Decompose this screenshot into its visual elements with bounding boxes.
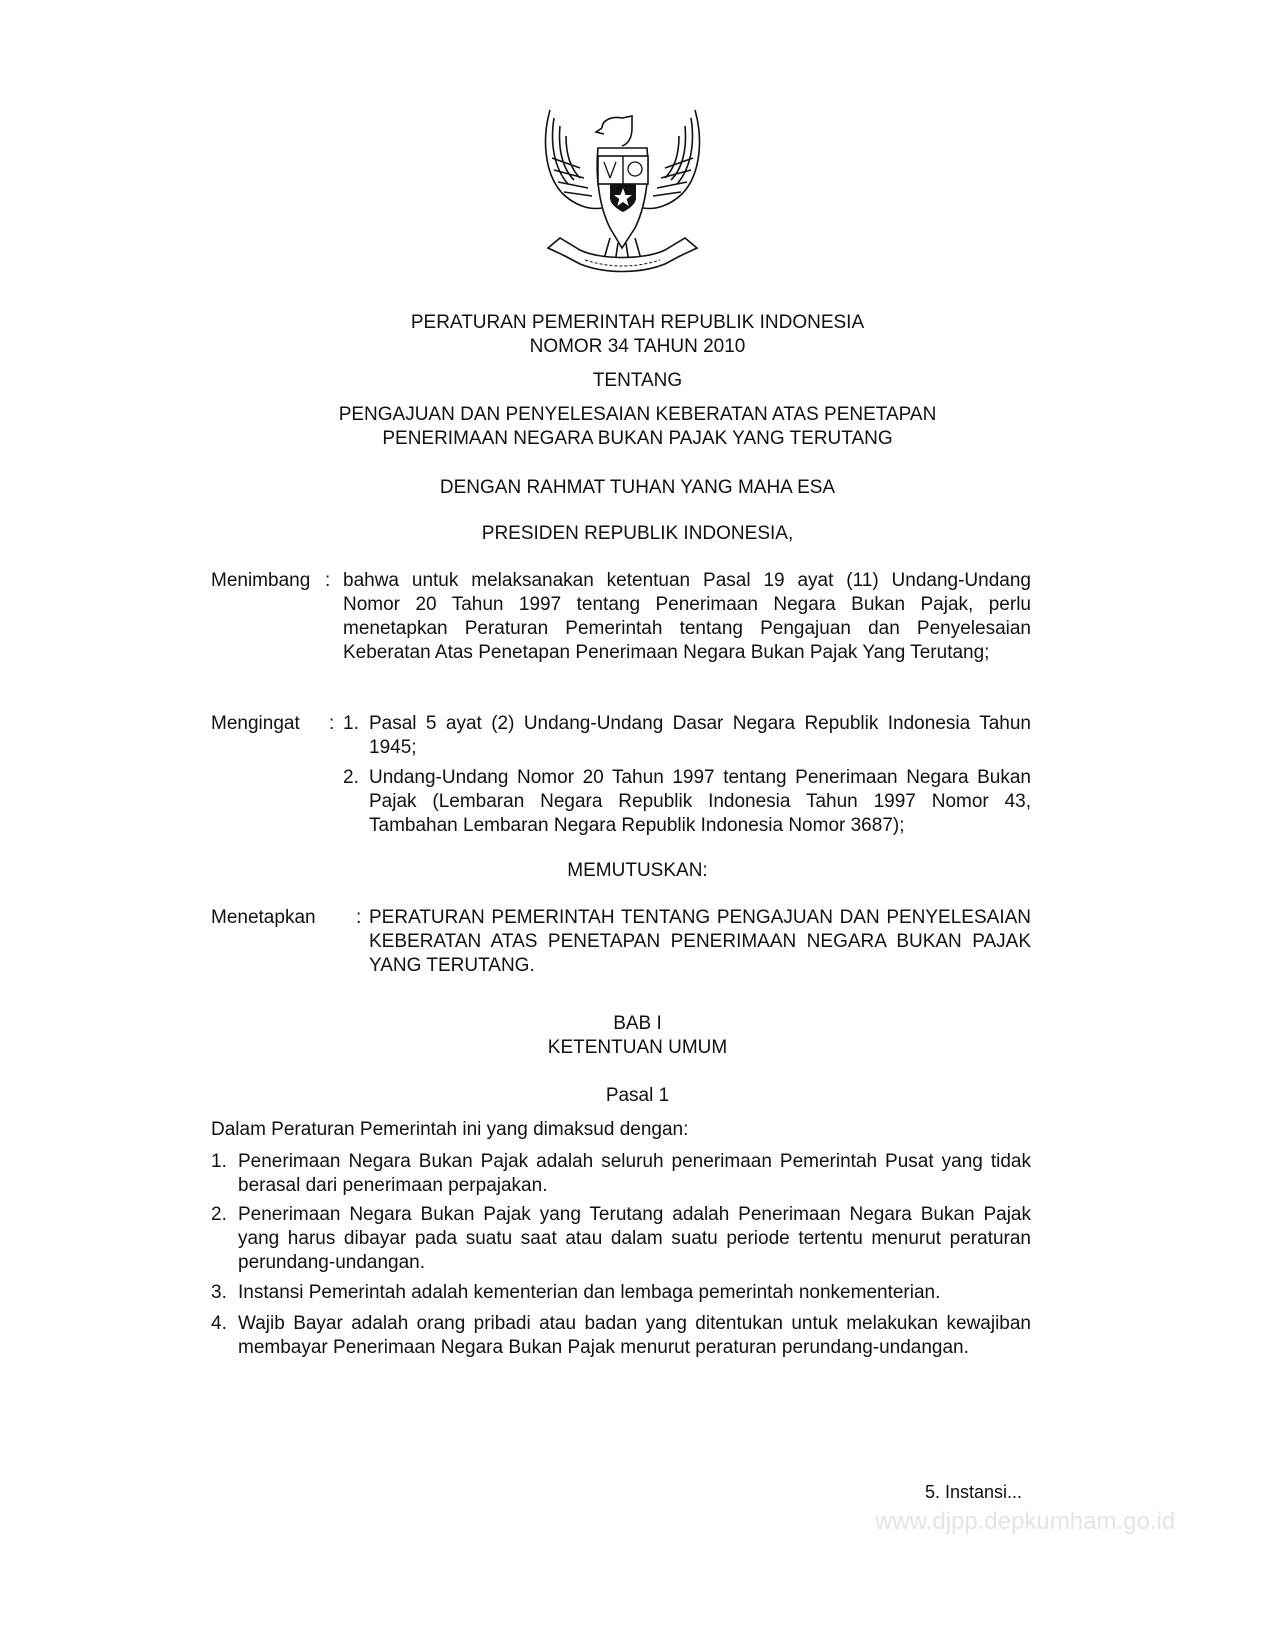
mengingat-section bbox=[211, 712, 1031, 857]
garuda-emblem-icon bbox=[540, 98, 705, 288]
definition-item bbox=[211, 1203, 1031, 1278]
subject-line-2: PENERIMAAN NEGARA BUKAN PAJAK YANG TERUTANG bbox=[382, 428, 893, 449]
rahmat-line: DENGAN RAHMAT TUHAN YANG MAHA ESA bbox=[439, 477, 836, 498]
subject-line-1: PENGAJUAN DAN PENYELESAIAN KEBERATAN ATAS PENETAPAN bbox=[338, 404, 937, 425]
menetapkan-text: PERATURAN PEMERINTAH TENTANG PENGAJUAN DAN PENYELESAIAN KEBERATAN ATAS PENETAPAN PENERIMAAN NEGARA BUKAN PAJAK YANG TERUTANG. bbox=[369, 907, 1031, 976]
pasal-intro: Dalam Peraturan Pemerintah ini yang dimaksud dengan: bbox=[211, 1119, 689, 1140]
mengingat-item-text: Undang-Undang Nomor 20 Tahun 1997 tentang Penerimaan Negara Bukan Pajak (Lembaran Negara Republik Indonesia Tahun 1997 Nomor 43, Tambahan Lembaran Negara Republik Indonesia Nomor 3687); bbox=[369, 767, 1031, 836]
menimbang-label: Menimbang bbox=[211, 570, 311, 591]
menimbang-text: bahwa untuk melaksanakan ketentuan Pasal 19 ayat (11) Undang-Undang Nomor 20 Tahun 1997 tentang Penerimaan Negara Bukan Pajak, perlu menetapkan Peraturan Pemerintah tentang Pengajuan dan Penyelesaian Keberatan Atas Penetapan Penerimaan Negara Bukan Pajak Yang Terutang; bbox=[343, 570, 1031, 663]
pasal-title: Pasal 1 bbox=[605, 1085, 670, 1106]
memutuskan-heading: MEMUTUSKAN: bbox=[567, 860, 708, 881]
menimbang-section bbox=[211, 569, 1031, 689]
bab-title: BAB I bbox=[613, 1013, 662, 1034]
definition-item bbox=[211, 1150, 1031, 1200]
mengingat-item-number: 1. bbox=[343, 713, 359, 734]
bab-subtitle: KETENTUAN UMUM bbox=[547, 1037, 728, 1058]
definition-text: Instansi Pemerintah adalah kementerian dan lembaga pemerintah nonkementerian. bbox=[238, 1282, 941, 1303]
next-page-catchword: 5. Instansi... bbox=[925, 1482, 1023, 1502]
definition-number: 3. bbox=[211, 1282, 227, 1303]
definition-number: 4. bbox=[211, 1313, 227, 1334]
watermark: www.djpp.depkumham.go.id bbox=[875, 1508, 1176, 1535]
definition-item bbox=[211, 1281, 1031, 1307]
definition-text: Wajib Bayar adalah orang pribadi atau badan yang ditentukan untuk melakukan kewajiban membayar Penerimaan Negara Bukan Pajak menurut peraturan perundang-undangan. bbox=[238, 1313, 1031, 1358]
menetapkan-section bbox=[211, 906, 1031, 981]
mengingat-colon: : bbox=[329, 713, 335, 734]
presiden-line: PRESIDEN REPUBLIK INDONESIA, bbox=[481, 523, 794, 544]
menimbang-colon: : bbox=[325, 570, 331, 591]
definition-text: Penerimaan Negara Bukan Pajak yang Terutang adalah Penerimaan Negara Bukan Pajak yang harus dibayar pada suatu saat atau dalam suatu periode tertentu menurut peraturan perundang-undangan. bbox=[238, 1204, 1031, 1273]
tentang-heading: TENTANG bbox=[592, 370, 683, 391]
mengingat-item-text: Pasal 5 ayat (2) Undang-Undang Dasar Negara Republik Indonesia Tahun 1945; bbox=[369, 713, 1031, 758]
mengingat-item-number: 2. bbox=[343, 767, 359, 788]
definition-text: Penerimaan Negara Bukan Pajak adalah seluruh penerimaan Pemerintah Pusat yang tidak berasal dari penerimaan perpajakan. bbox=[238, 1151, 1031, 1196]
title-line-1: PERATURAN PEMERINTAH REPUBLIK INDONESIA bbox=[410, 312, 865, 333]
definition-item bbox=[211, 1312, 1031, 1387]
definition-number: 2. bbox=[211, 1204, 227, 1225]
title-line-2: NOMOR 34 TAHUN 2010 bbox=[529, 336, 746, 357]
menetapkan-label: Menetapkan bbox=[211, 907, 316, 928]
definition-number: 1. bbox=[211, 1151, 227, 1172]
menetapkan-colon: : bbox=[356, 907, 362, 928]
mengingat-label: Mengingat bbox=[211, 713, 300, 734]
